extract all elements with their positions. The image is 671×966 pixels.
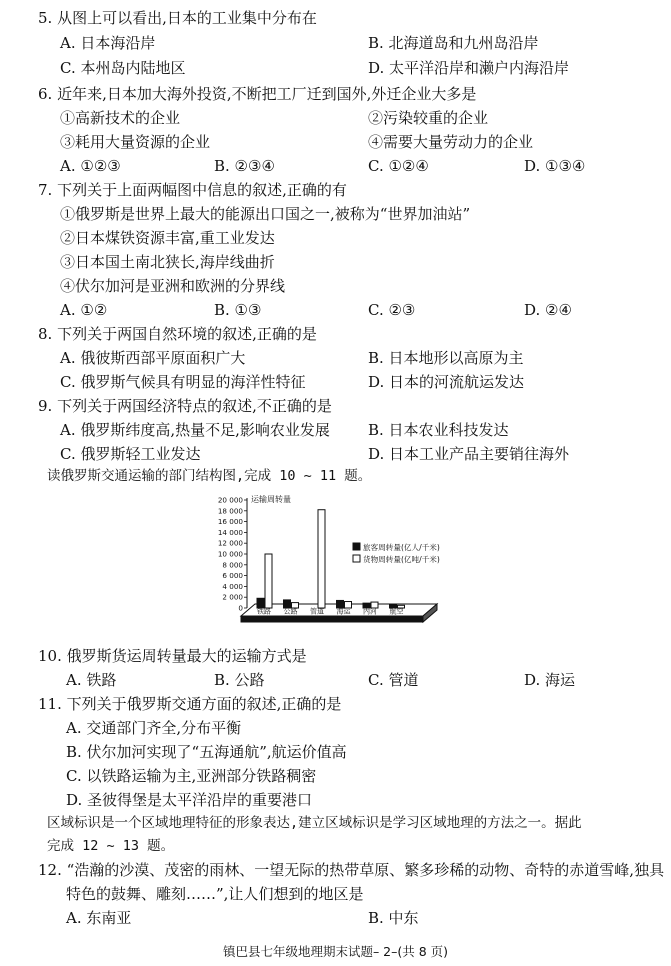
q8-option-a: A. 俄彼斯西部平原面积广大	[60, 349, 246, 367]
q7-item-1: ①俄罗斯是世界上最大的能源出口国之一,被称为“世界加油站”	[60, 205, 471, 223]
page-footer: 镇巴县七年级地理期末试题– 2–(共 8 页)	[222, 944, 449, 959]
q6-option-a: A. ①②③	[60, 157, 121, 175]
q9-option-b: B. 日本农业科技发达	[368, 421, 509, 439]
q11-option-c: C. 以铁路运输为主,亚洲部分铁路稠密	[66, 767, 317, 785]
q6-item-1: ①高新技术的企业	[60, 109, 181, 127]
category-label: 内河	[363, 607, 377, 616]
y-tick-label: 18 000	[217, 506, 243, 516]
q9-option-a: A. 俄罗斯纬度高,热量不足,影响农业发展	[60, 421, 330, 439]
y-tick-label: 10 000	[217, 549, 243, 559]
y-tick-label: 8 000	[222, 560, 243, 570]
q11-stem: 11. 下列关于俄罗斯交通方面的叙述,正确的是	[38, 695, 342, 713]
intro-10-11: 读俄罗斯交通运输的部门结构图,完成 10 ~ 11 题。	[47, 468, 372, 484]
y-tick-label: 0	[238, 603, 243, 613]
q12-stem-line2: 特色的鼓舞、雕刻……”,让人们想到的地区是	[66, 885, 364, 903]
q6-item-3: ③耗用大量资源的企业	[60, 133, 211, 151]
q6-option-b: B. ②③④	[214, 157, 275, 175]
y-tick-label: 14 000	[217, 527, 243, 537]
category-label: 航空	[389, 607, 404, 616]
q10-option-b: B. 公路	[214, 671, 265, 689]
chart-legend	[353, 542, 440, 564]
q9-option-c: C. 俄罗斯轻工业发达	[60, 445, 201, 463]
q7-option-d: D. ②④	[524, 301, 572, 319]
q6-item-2: ②污染较重的企业	[368, 109, 489, 127]
q8-option-b: B. 日本地形以高原为主	[368, 349, 524, 367]
y-tick-label: 6 000	[222, 571, 243, 581]
q5-stem: 5. 从图上可以看出,日本的工业集中分布在	[38, 9, 317, 27]
q7-stem: 7. 下列关于上面两幅图中信息的叙述,正确的有	[38, 181, 347, 199]
q12-stem-line1: 12. “浩瀚的沙漠、茂密的雨林、一望无际的热带草原、繁多珍稀的动物、奇特的赤道雪峰,独具	[38, 861, 665, 879]
q9-stem: 9. 下列关于两国经济特点的叙述,不正确的是	[38, 397, 332, 415]
q10-option-d: D. 海运	[524, 671, 576, 689]
y-tick-label: 2 000	[222, 592, 243, 602]
q5-option-d: D. 太平洋沿岸和濑户内海沿岸	[368, 59, 570, 77]
q5-option-a: A. 日本海沿岸	[60, 34, 156, 52]
legend-swatch	[353, 543, 360, 550]
intro-12-13-line2: 完成 12 ~ 13 题。	[47, 838, 175, 854]
q7-item-2: ②日本煤铁资源丰富,重工业发达	[60, 229, 275, 247]
q8-option-c: C. 俄罗斯气候具有明显的海洋性特征	[60, 373, 306, 391]
q6-item-4: ④需要大量劳动力的企业	[368, 133, 534, 151]
legend-label: 货物周转量(亿吨/千米)	[363, 555, 440, 564]
q10-stem: 10. 俄罗斯货运周转量最大的运输方式是	[38, 647, 307, 665]
legend-label: 旅客周转量(亿人/千米)	[363, 543, 440, 552]
category-label: 铁路	[257, 607, 271, 616]
y-tick-label: 12 000	[217, 538, 243, 548]
category-label: 公路	[283, 607, 298, 616]
legend-swatch	[353, 555, 360, 562]
y-axis-label: 运输周转量	[251, 495, 291, 504]
q11-option-d: D. 圣彼得堡是太平洋沿岸的重要港口	[66, 791, 313, 809]
category-label: 管道	[310, 607, 324, 616]
q5-option-b: B. 北海道岛和九州岛沿岸	[368, 34, 539, 52]
q8-option-d: D. 日本的河流航运发达	[368, 373, 525, 391]
q11-option-b: B. 伏尔加河实现了“五海通航”,航运价值高	[66, 743, 347, 761]
q7-item-4: ④伏尔加河是亚洲和欧洲的分界线	[60, 277, 286, 295]
freight-bar-2	[318, 510, 325, 608]
q7-option-b: B. ①③	[214, 301, 262, 319]
transport-structure-chart	[205, 488, 470, 626]
q7-item-3: ③日本国土南北狭长,海岸线曲折	[60, 253, 275, 271]
q7-option-a: A. ①②	[60, 301, 108, 319]
q8-stem: 8. 下列关于两国自然环境的叙述,正确的是	[38, 325, 317, 343]
q5-option-c: C. 本州岛内陆地区	[60, 59, 186, 77]
chart-axis	[218, 494, 291, 613]
freight-bar-0	[265, 554, 272, 608]
q12-option-a: A. 东南亚	[66, 909, 132, 927]
chart-base-front	[241, 616, 423, 622]
q7-option-c: C. ②③	[368, 301, 416, 319]
q10-option-a: A. 铁路	[66, 671, 117, 689]
q10-option-c: C. 管道	[368, 671, 419, 689]
category-label: 海运	[336, 607, 351, 616]
q6-option-c: C. ①②④	[368, 157, 429, 175]
q11-option-a: A. 交通部门齐全,分布平衡	[66, 719, 242, 737]
q6-stem: 6. 近年来,日本加大海外投资,不断把工厂迁到国外,外迁企业大多是	[38, 85, 477, 103]
y-tick-label: 16 000	[217, 517, 243, 527]
q9-option-d: D. 日本工业产品主要销往海外	[368, 445, 570, 463]
q6-option-d: D. ①③④	[524, 157, 586, 175]
y-tick-label: 20 000	[217, 495, 243, 505]
intro-12-13-line1: 区域标识是一个区域地理特征的形象表达,建立区域标识是学习区域地理的方法之一。据此	[47, 815, 582, 831]
y-tick-label: 4 000	[222, 581, 243, 591]
q12-option-b: B. 中东	[368, 909, 419, 927]
